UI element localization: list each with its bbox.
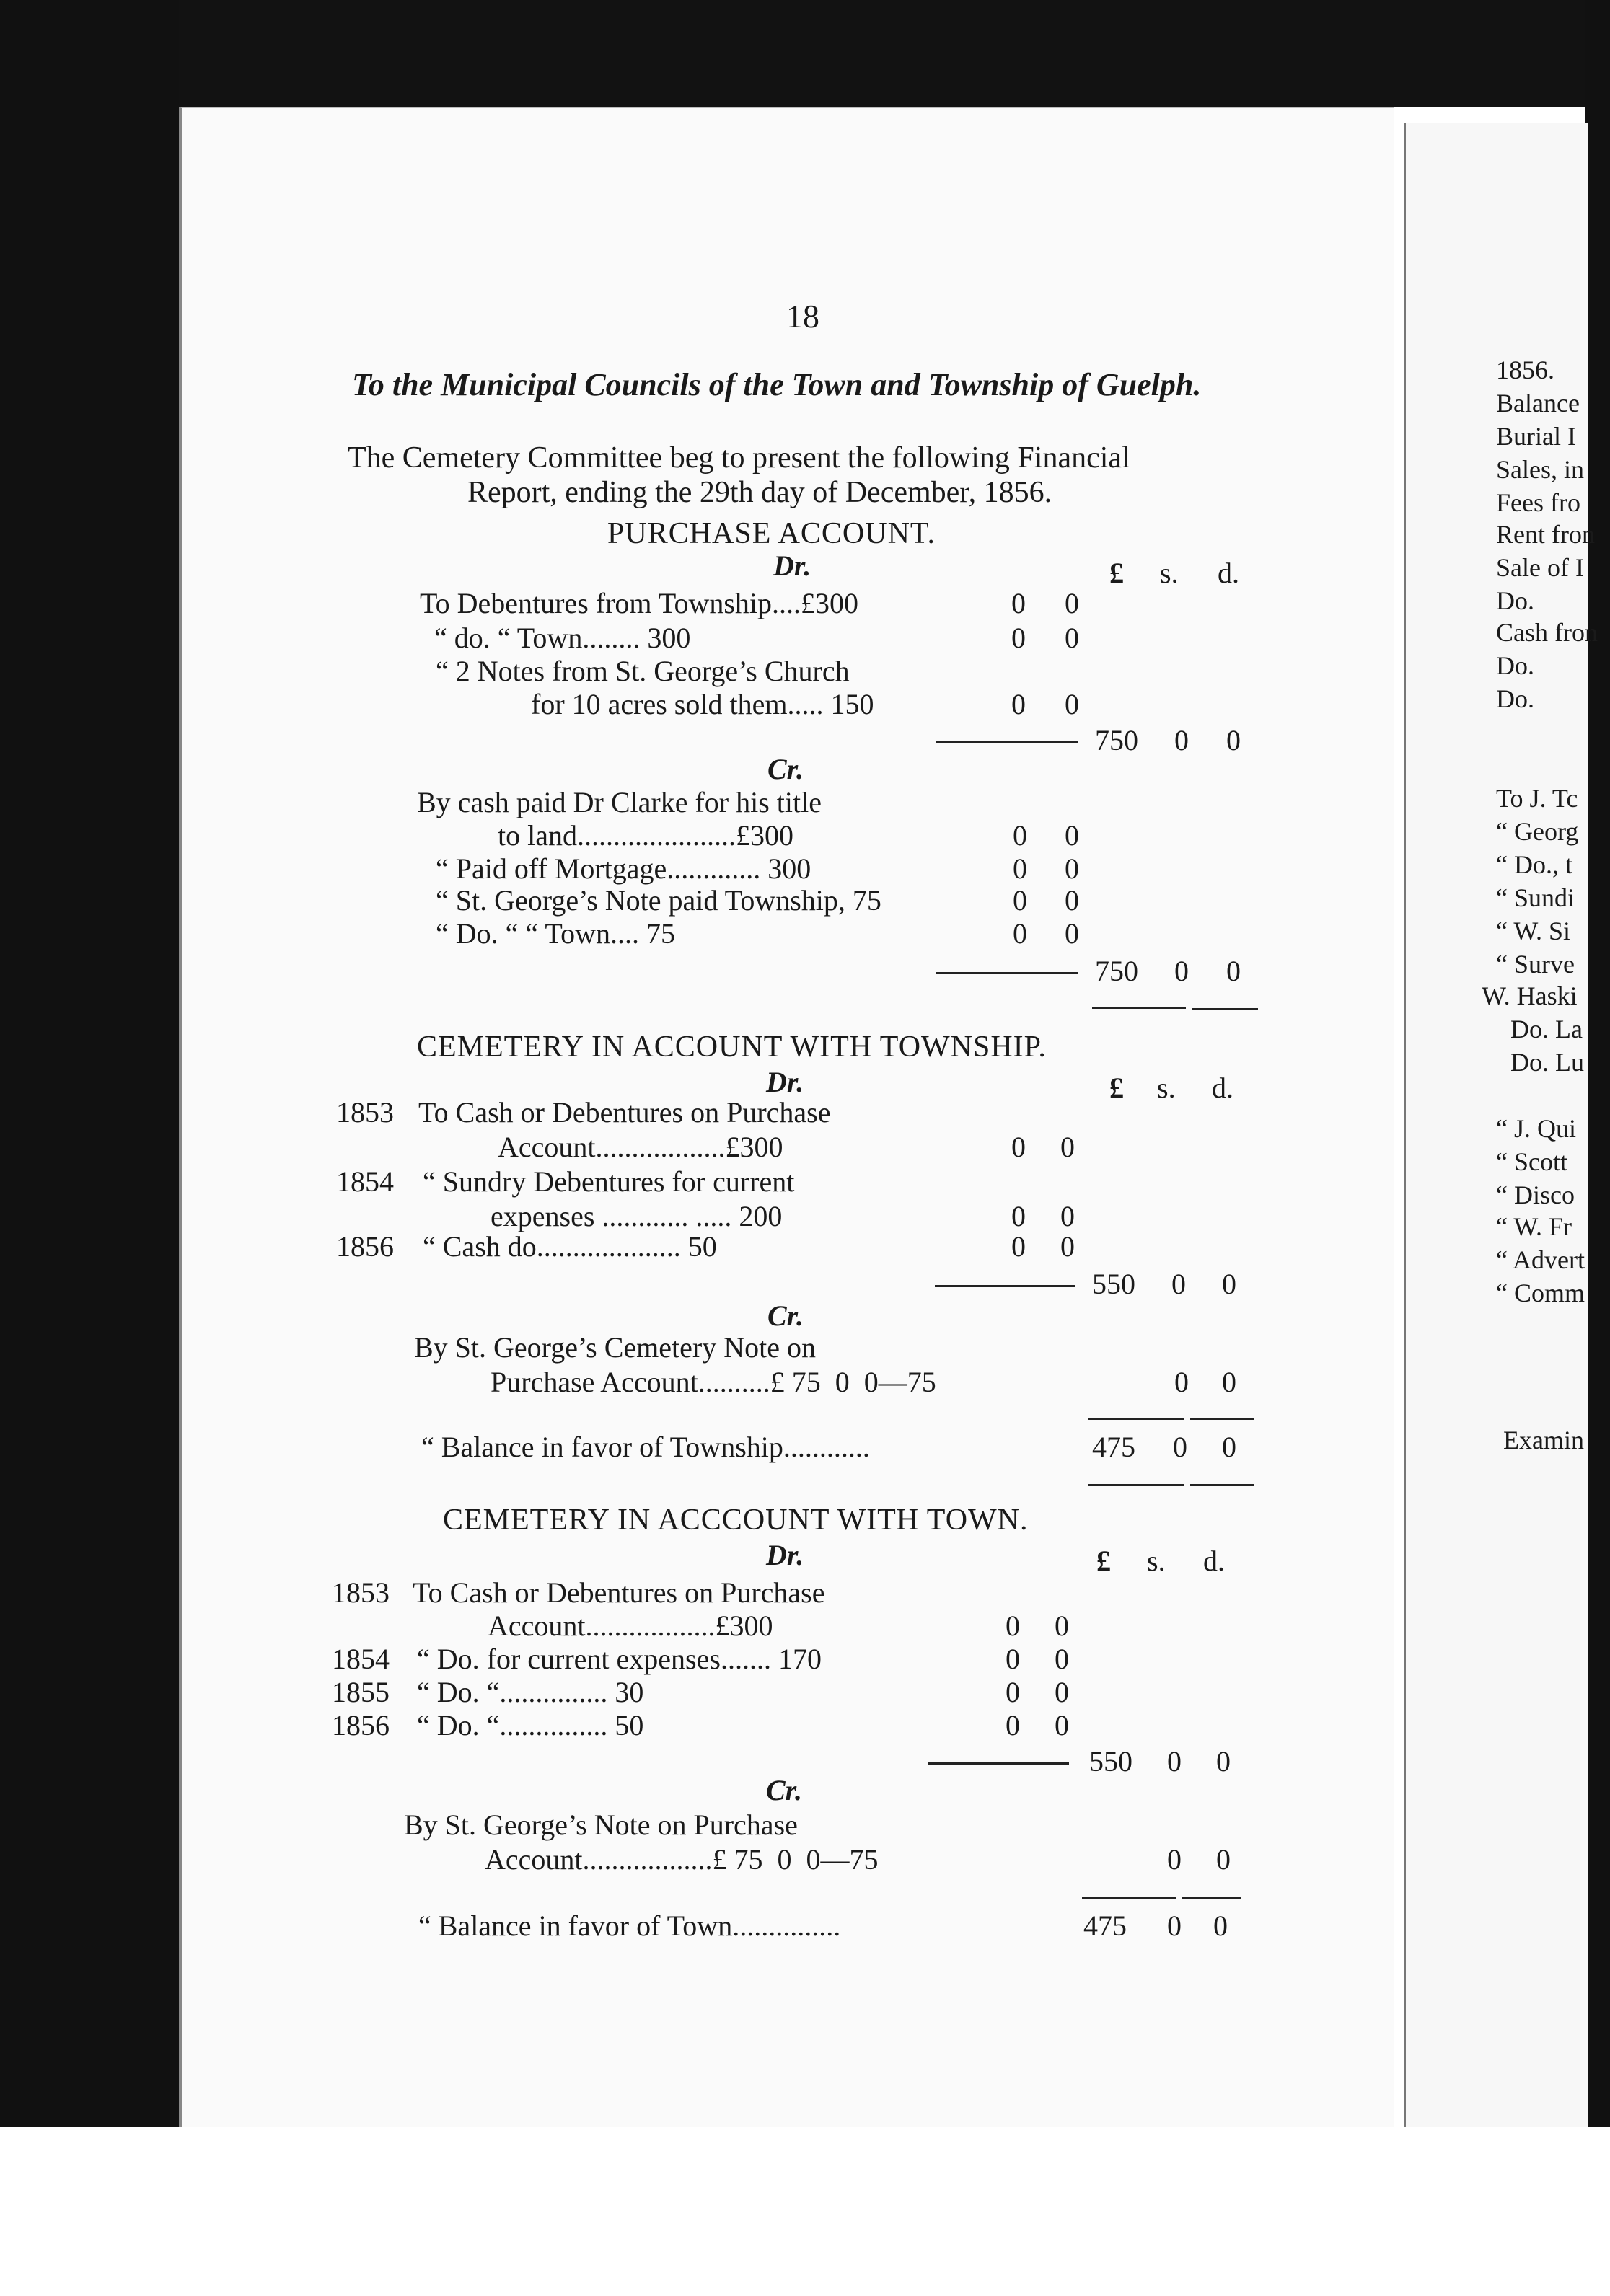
- purchase-cr-total: 750: [1095, 955, 1138, 987]
- township-year: 1856: [336, 1230, 394, 1263]
- township-balance-s: 0: [1173, 1431, 1187, 1463]
- township-s: 0: [1011, 1230, 1026, 1263]
- purchase-cr-s: 0: [1013, 852, 1027, 885]
- township-dr-total-d: 0: [1222, 1268, 1236, 1300]
- purchase-dr-label: Dr.: [773, 549, 811, 582]
- purchase-cr-line: “ Paid off Mortgage............. 300: [436, 852, 811, 885]
- town-cr-label: Cr.: [766, 1774, 803, 1806]
- purchase-cr-line: to land......................£300: [498, 819, 793, 852]
- town-line: “ Do. “............... 50: [417, 1709, 644, 1741]
- purchase-cr-rule: [936, 972, 1078, 974]
- town-line: “ Do. for current expenses....... 170: [417, 1643, 822, 1675]
- township-cr-line-1: By St. George’s Cemetery Note on: [414, 1331, 816, 1364]
- town-cr-line-2: Account..................£ 75 0 0—75: [485, 1843, 879, 1876]
- town-heading: CEMETERY IN ACCCOUNT WITH TOWN.: [443, 1504, 1029, 1537]
- township-d: 0: [1060, 1200, 1075, 1232]
- township-dr-rule: [935, 1285, 1075, 1287]
- town-line: To Cash or Debentures on Purchase: [413, 1576, 825, 1609]
- purchase-dr-total: 750: [1095, 724, 1138, 756]
- township-line: To Cash or Debentures on Purchase: [418, 1096, 831, 1129]
- purchase-cr-d: 0: [1065, 917, 1079, 950]
- right-line: “ W. Si: [1496, 917, 1571, 945]
- purchase-cr-s: 0: [1013, 884, 1027, 917]
- township-cr-label: Cr.: [767, 1299, 804, 1332]
- purchase-cr-label: Cr.: [767, 753, 804, 785]
- town-cr-line-1: By St. George’s Note on Purchase: [404, 1809, 798, 1841]
- right-line: Sale of I: [1496, 553, 1584, 582]
- purchase-dr-s: 0: [1011, 622, 1026, 654]
- town-balance-s: 0: [1167, 1909, 1182, 1942]
- township-year: 1854: [336, 1165, 394, 1198]
- township-cr-s: 0: [1174, 1366, 1189, 1398]
- town-d: 0: [1055, 1709, 1069, 1741]
- purchase-cr-total-s: 0: [1174, 955, 1189, 987]
- purchase-dr-s: 0: [1011, 587, 1026, 619]
- purchase-dr-d: 0: [1065, 587, 1079, 619]
- purchase-cr-line: “ Do. “ “ Town.... 75: [436, 917, 675, 950]
- town-dr-total: 550: [1089, 1745, 1132, 1778]
- town-balance-label: “ Balance in favor of Town...............: [418, 1909, 841, 1942]
- right-line: Do.: [1496, 586, 1534, 615]
- town-d: 0: [1055, 1610, 1069, 1642]
- town-cr-s: 0: [1167, 1843, 1182, 1876]
- purchase-dr-line: To Debentures from Township....£300: [420, 587, 859, 619]
- purchase-dr-rule: [936, 741, 1078, 743]
- township-col-pounds: £: [1109, 1072, 1124, 1104]
- town-s: 0: [1006, 1643, 1020, 1675]
- right-line: “ W. Fr: [1496, 1212, 1572, 1241]
- town-dr-rule: [928, 1762, 1069, 1765]
- township-cr-line-2: Purchase Account..........£ 75 0 0—75: [491, 1366, 936, 1398]
- right-line: W. Haski: [1482, 981, 1578, 1010]
- town-line: Account..................£300: [488, 1610, 773, 1642]
- right-line: “ Georg: [1496, 817, 1579, 846]
- right-line: “ Sundi: [1496, 883, 1575, 912]
- town-cr-rule: [1182, 1897, 1241, 1899]
- right-line: Do. La: [1510, 1015, 1583, 1043]
- right-line: Examin: [1503, 1426, 1584, 1454]
- town-col-d: d.: [1203, 1545, 1225, 1577]
- purchase-dr-d: 0: [1065, 688, 1079, 720]
- right-line: Burial I: [1496, 422, 1576, 451]
- township-dr-total-s: 0: [1171, 1268, 1186, 1300]
- town-col-pounds: £: [1096, 1545, 1111, 1577]
- right-line: “ Surve: [1496, 950, 1575, 979]
- township-line: expenses ............ ..... 200: [491, 1200, 783, 1232]
- township-cr-rule: [1088, 1418, 1184, 1420]
- town-year: 1853: [332, 1576, 390, 1609]
- township-d: 0: [1060, 1230, 1075, 1263]
- right-line: Rent fron: [1496, 520, 1595, 549]
- right-line: “ Comm: [1496, 1279, 1585, 1307]
- intro-line-1: The Cemetery Committee beg to present the following Financial: [348, 441, 1130, 474]
- purchase-cr-d: 0: [1065, 819, 1079, 852]
- intro-line-2: Report, ending the 29th day of December, 1856.: [467, 476, 1052, 509]
- township-cr-rule: [1190, 1418, 1254, 1420]
- scan-border-left: [0, 0, 179, 2127]
- purchase-cr-d: 0: [1065, 852, 1079, 885]
- town-dr-total-s: 0: [1167, 1745, 1182, 1778]
- town-dr-total-d: 0: [1216, 1745, 1231, 1778]
- purchase-cr-total-d: 0: [1226, 955, 1241, 987]
- township-balance-rule: [1088, 1484, 1184, 1486]
- town-d: 0: [1055, 1643, 1069, 1675]
- town-col-s: s.: [1147, 1545, 1166, 1577]
- right-line: Balance: [1496, 389, 1580, 418]
- township-d: 0: [1060, 1131, 1075, 1163]
- township-line: “ Sundry Debentures for current: [423, 1165, 795, 1198]
- township-line: Account..................£300: [498, 1131, 783, 1163]
- town-year: 1856: [332, 1709, 390, 1741]
- township-heading: CEMETERY IN ACCOUNT WITH TOWNSHIP.: [417, 1030, 1047, 1064]
- town-cr-d: 0: [1216, 1843, 1231, 1876]
- township-col-d: d.: [1212, 1072, 1233, 1104]
- town-year: 1855: [332, 1676, 390, 1708]
- right-line: “ Do., t: [1496, 850, 1572, 879]
- town-balance-d: 0: [1213, 1909, 1228, 1942]
- purchase-cr-s: 0: [1013, 819, 1027, 852]
- right-line: Sales, in: [1496, 455, 1584, 484]
- township-line: “ Cash do.................... 50: [423, 1230, 717, 1263]
- right-line: Do. Lu: [1510, 1048, 1584, 1077]
- purchase-dr-line: “ 2 Notes from St. George’s Church: [436, 655, 850, 687]
- town-balance: 475: [1083, 1909, 1127, 1942]
- purchase-dr-line: “ do. “ Town........ 300: [434, 622, 691, 654]
- township-balance-d: 0: [1222, 1431, 1236, 1463]
- township-balance-rule: [1190, 1484, 1254, 1486]
- township-s: 0: [1011, 1200, 1026, 1232]
- town-cr-rule: [1082, 1897, 1176, 1899]
- township-col-s: s.: [1157, 1072, 1176, 1104]
- purchase-double-rule: [1192, 1008, 1258, 1010]
- right-line: To J. Tc: [1496, 784, 1578, 813]
- town-s: 0: [1006, 1676, 1020, 1708]
- page-number: 18: [786, 298, 819, 335]
- purchase-cr-line: “ St. George’s Note paid Township, 75: [436, 884, 881, 917]
- town-line: “ Do. “............... 30: [417, 1676, 644, 1708]
- town-s: 0: [1006, 1610, 1020, 1642]
- page-title: To the Municipal Councils of the Town and Township of Guelph.: [352, 367, 1202, 402]
- right-line: 1856.: [1496, 356, 1554, 384]
- right-line: “ Advert: [1496, 1245, 1585, 1274]
- township-balance: 475: [1092, 1431, 1135, 1463]
- purchase-dr-s: 0: [1011, 688, 1026, 720]
- township-dr-total: 550: [1092, 1268, 1135, 1300]
- township-cr-d: 0: [1222, 1366, 1236, 1398]
- purchase-heading: PURCHASE ACCOUNT.: [607, 517, 936, 550]
- purchase-dr-total-s: 0: [1174, 724, 1189, 756]
- purchase-col-pounds: £: [1109, 557, 1124, 589]
- right-line: “ J. Qui: [1496, 1114, 1576, 1143]
- purchase-dr-total-d: 0: [1226, 724, 1241, 756]
- township-year: 1853: [336, 1096, 394, 1129]
- right-line: Fees fro: [1496, 488, 1580, 517]
- right-line: Cash fron: [1496, 618, 1598, 647]
- purchase-cr-line: By cash paid Dr Clarke for his title: [417, 786, 822, 818]
- purchase-col-s: s.: [1160, 557, 1179, 589]
- purchase-cr-d: 0: [1065, 884, 1079, 917]
- right-line: “ Scott: [1496, 1147, 1567, 1176]
- right-line: Do.: [1496, 651, 1534, 680]
- purchase-double-rule: [1092, 1007, 1186, 1009]
- scan-border-top: [179, 0, 1585, 107]
- town-s: 0: [1006, 1709, 1020, 1741]
- town-dr-label: Dr.: [766, 1539, 804, 1571]
- town-d: 0: [1055, 1676, 1069, 1708]
- right-line: “ Disco: [1496, 1180, 1575, 1209]
- purchase-col-d: d.: [1218, 557, 1239, 589]
- township-balance-label: “ Balance in favor of Township............: [421, 1431, 870, 1463]
- purchase-dr-line: for 10 acres sold them..... 150: [531, 688, 874, 720]
- township-s: 0: [1011, 1131, 1026, 1163]
- purchase-cr-s: 0: [1013, 917, 1027, 950]
- town-year: 1854: [332, 1643, 390, 1675]
- right-line: Do.: [1496, 684, 1534, 713]
- scan-border-right: [1585, 0, 1610, 2127]
- purchase-dr-d: 0: [1065, 622, 1079, 654]
- township-dr-label: Dr.: [766, 1066, 804, 1098]
